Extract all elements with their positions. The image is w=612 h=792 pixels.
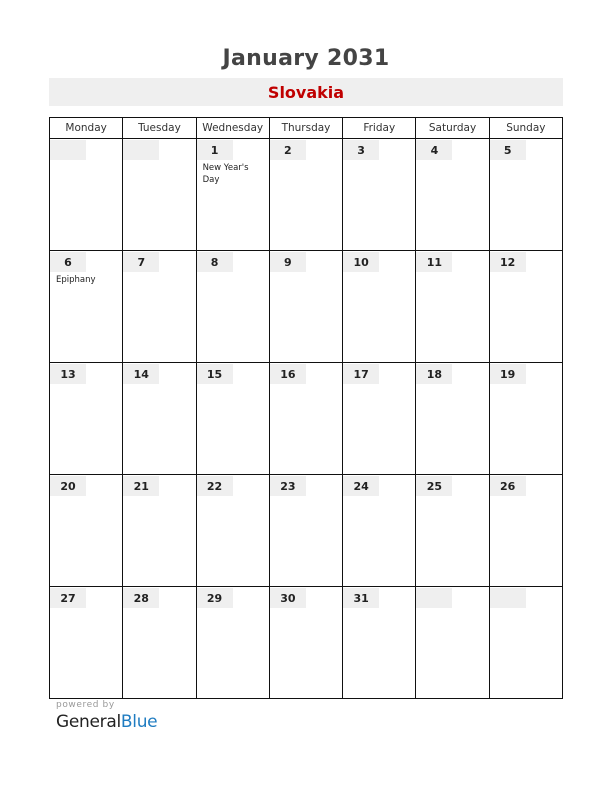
- day-cell[interactable]: [196, 475, 269, 587]
- day-cell[interactable]: [196, 139, 269, 251]
- day-number: 26: [490, 476, 526, 496]
- day-cell[interactable]: [343, 251, 416, 363]
- day-number: 10: [343, 252, 379, 272]
- day-number: 20: [50, 476, 86, 496]
- country-name: Slovakia: [267, 83, 345, 102]
- brand-blue: Blue: [120, 712, 158, 732]
- day-cell[interactable]: [269, 587, 342, 699]
- day-cell[interactable]: [196, 251, 269, 363]
- day-cell[interactable]: [269, 475, 342, 587]
- day-cell[interactable]: [123, 363, 196, 475]
- day-cell[interactable]: [123, 587, 196, 699]
- day-cell[interactable]: [123, 251, 196, 363]
- day-cell[interactable]: [416, 139, 489, 251]
- powered-by-label: powered by: [56, 700, 115, 710]
- day-cell[interactable]: [196, 587, 269, 699]
- day-number: [50, 140, 86, 160]
- day-cell[interactable]: [50, 139, 123, 251]
- day-cell[interactable]: [123, 475, 196, 587]
- weekday-sunday: Sunday: [489, 118, 562, 139]
- day-number: 3: [343, 140, 379, 160]
- weekday-saturday: Saturday: [416, 118, 489, 139]
- generalblue-logo[interactable]: [56, 712, 157, 732]
- day-cell[interactable]: [489, 587, 562, 699]
- footer: [56, 700, 157, 732]
- day-cell[interactable]: [196, 363, 269, 475]
- day-number: 8: [197, 252, 233, 272]
- holiday-label: New Year's Day: [202, 163, 249, 185]
- weekday-wednesday: Wednesday: [196, 118, 269, 139]
- day-number: 17: [343, 364, 379, 384]
- day-cell[interactable]: [416, 363, 489, 475]
- day-cell[interactable]: [50, 475, 123, 587]
- day-number: 21: [123, 476, 159, 496]
- weekday-thursday: Thursday: [269, 118, 342, 139]
- day-number: 7: [123, 252, 159, 272]
- day-number: 25: [416, 476, 452, 496]
- day-number: 22: [197, 476, 233, 496]
- week-row: [50, 139, 563, 251]
- day-number: 24: [343, 476, 379, 496]
- day-number: 13: [50, 364, 86, 384]
- day-cell[interactable]: [343, 475, 416, 587]
- day-cell[interactable]: [343, 139, 416, 251]
- day-number: 18: [416, 364, 452, 384]
- day-number: 9: [270, 252, 306, 272]
- day-cell[interactable]: [343, 587, 416, 699]
- week-row: [50, 363, 563, 475]
- weekday-header-row: [50, 118, 563, 139]
- day-cell[interactable]: [50, 251, 123, 363]
- week-row: [50, 251, 563, 363]
- weekday-monday: Monday: [50, 118, 123, 139]
- day-number: 23: [270, 476, 306, 496]
- day-number: 4: [416, 140, 452, 160]
- day-cell[interactable]: [416, 251, 489, 363]
- day-cell[interactable]: [489, 251, 562, 363]
- day-cell[interactable]: [269, 139, 342, 251]
- weekday-friday: Friday: [343, 118, 416, 139]
- brand-general: General: [56, 712, 121, 732]
- day-number: 27: [50, 588, 86, 608]
- day-number: 1: [197, 140, 233, 160]
- holiday-label: Epiphany: [56, 275, 96, 285]
- day-number: 30: [270, 588, 306, 608]
- day-number: 12: [490, 252, 526, 272]
- calendar-grid: [49, 117, 563, 699]
- day-cell[interactable]: [489, 363, 562, 475]
- day-cell[interactable]: [489, 475, 562, 587]
- day-number: 19: [490, 364, 526, 384]
- day-number: 31: [343, 588, 379, 608]
- day-cell[interactable]: [123, 139, 196, 251]
- week-row: [50, 475, 563, 587]
- day-number: 14: [123, 364, 159, 384]
- day-cell[interactable]: [50, 587, 123, 699]
- day-number: 5: [490, 140, 526, 160]
- day-number: 29: [197, 588, 233, 608]
- day-cell[interactable]: [269, 251, 342, 363]
- day-number: 2: [270, 140, 306, 160]
- day-cell[interactable]: [416, 475, 489, 587]
- day-number: 15: [197, 364, 233, 384]
- day-number: [416, 588, 452, 608]
- day-number: 16: [270, 364, 306, 384]
- day-cell[interactable]: [269, 363, 342, 475]
- weekday-tuesday: Tuesday: [123, 118, 196, 139]
- day-number: 6: [50, 252, 86, 272]
- day-number: 28: [123, 588, 159, 608]
- day-number: [490, 588, 526, 608]
- day-number: [123, 140, 159, 160]
- day-number: 11: [416, 252, 452, 272]
- day-cell[interactable]: [343, 363, 416, 475]
- day-cell[interactable]: [489, 139, 562, 251]
- day-cell[interactable]: [416, 587, 489, 699]
- day-cell[interactable]: [50, 363, 123, 475]
- calendar-title: January 2031: [222, 46, 390, 71]
- country-banner: [49, 78, 563, 106]
- week-row: [50, 587, 563, 699]
